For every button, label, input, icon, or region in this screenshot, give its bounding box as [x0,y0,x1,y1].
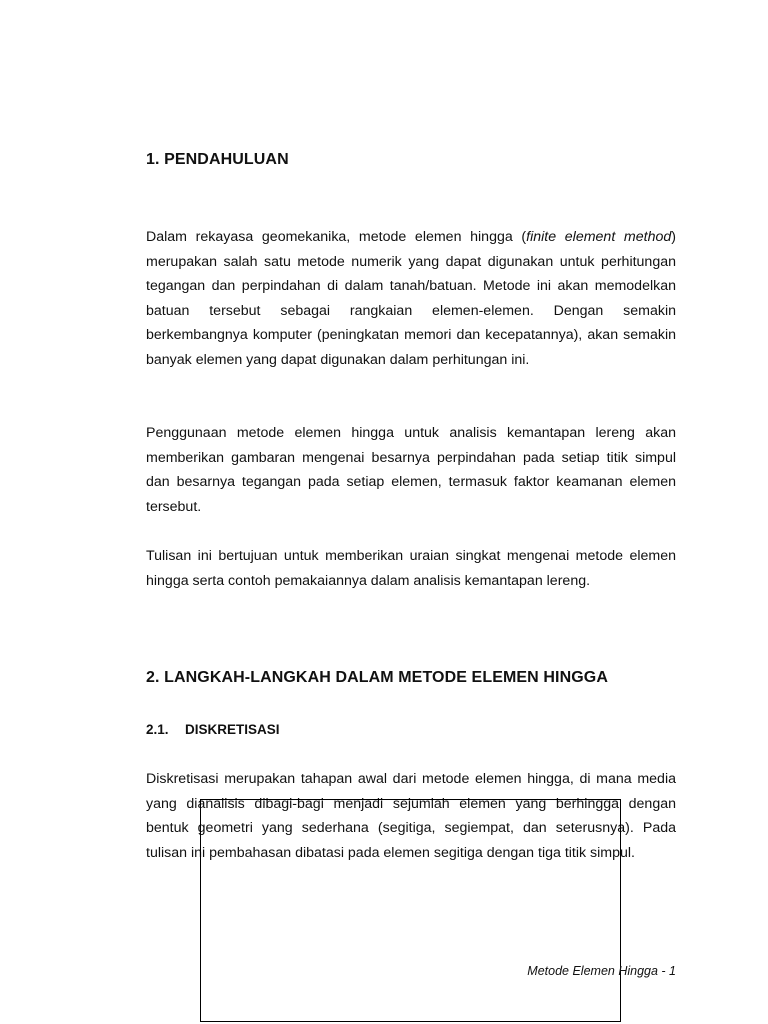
subsection-number: 2.1. [146,722,169,737]
italic-term: finite element method [526,229,672,245]
section-2-heading: 2. LANGKAH-LANGKAH DALAM METODE ELEMEN HINGGA [146,669,608,686]
figure-frame [200,799,621,1022]
paragraph-text: ) merupakan salah satu metode numerik yang dapat digunakan untuk perhitungan tegangan dan perpindahan di dalam tanah/batuan. Metode ini akan memodelkan batuan tersebut sebagai rangkaian elemen-elemen. Dengan semakin berkembangnya komputer (peningkatan memori dan kecepatannya), akan semakin banyak elemen yang dapat digunakan dalam perhitungan ini. [146,229,676,368]
page-footer: Metode Elemen Hingga - 1 [527,964,676,978]
subsection-2-1-paragraph: Diskretisasi merupakan tahapan awal dari metode elemen hingga, di mana media yang dianalisis dibagi-bagi menjadi sejumlah elemen yang berhingga dengan bentuk geometri yang sederhana (segitiga, segiempat, dan seterusnya). Pada tulisan ini pembahasan dibatasi pada elemen segitiga dengan tiga titik simpul. [146,771,676,861]
subsection-2-1-heading [146,722,280,737]
section-1-paragraph-3: Tulisan ini bertujuan untuk memberikan uraian singkat mengenai metode elemen hingga serta contoh pemakaiannya dalam analisis kemantapan lereng. [146,548,676,589]
subsection-title: DISKRETISASI [185,722,280,737]
section-1-paragraph-1 [146,225,676,373]
paragraph-text: Dalam rekayasa geomekanika, metode elemen hingga ( [146,229,527,245]
section-1-heading: 1. PENDAHULUAN [146,151,289,168]
section-1-paragraph-2: Penggunaan metode elemen hingga untuk analisis kemantapan lereng akan memberikan gambaran mengenai besarnya perpindahan pada setiap titik simpul dan besarnya tegangan pada setiap elemen, termasuk faktor keamanan elemen tersebut. [146,425,676,515]
